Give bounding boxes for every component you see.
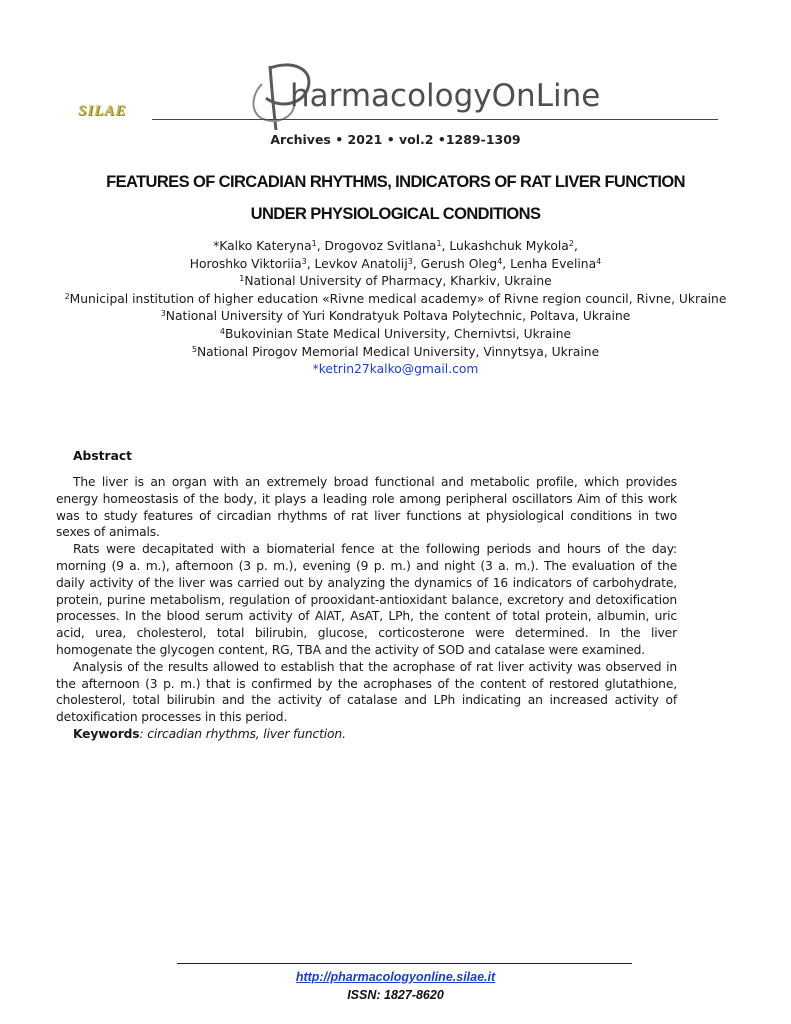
issn: ISSN: 1827-8620 (347, 988, 444, 1002)
author-line (60, 238, 731, 256)
affiliation: $^5$National Pirogov Memorial Medical University, Vinnytsya, Ukraine (191, 344, 600, 359)
affiliation: $^2$Municipal institution of higher education «Rivne medical academy» of Rivne region council, Rivne, Ukraine (64, 291, 727, 306)
author-name-text: , Levkov Anatolij (306, 256, 408, 271)
silae-logo: SILAE (78, 103, 127, 119)
author-name-text: , Lenha Evelina (502, 256, 597, 271)
abstract-paragraph: Rats were decapitated with a biomaterial fence at the following periods and hours of the day: morning (9 a. m.), afternoon (3 p. m.), evening (9 p. m.) and night (3 a. m.). The evaluation of the daily activity of the liver was carried out by analyzing the dynamics of 16 indicators of carbohydrate, protein, purine metabolism, regulation of prooxidant-antioxidant balance, excretory and detoxification processes. In the blood serum activity of AlAT, AsAT, LPh, the content of total protein, albumin, uric acid, urea, cholesterol, total bilirubin, glucose, corticosterone were determined. In the liver homogenate the glycogen content, RG, TBA and the activity of SOD and catalase were examined. (56, 542, 677, 657)
article-title-line-2: UNDER PHYSIOLOGICAL CONDITIONS (250, 205, 541, 223)
affiliation: $^1$National University of Pharmacy, Kharkiv, Ukraine (239, 274, 552, 289)
abstract-paragraph: The liver is an organ with an extremely broad functional and metabolic profile, which provides energy homeostasis of the body, it plays a leading role among peripheral oscillators Aim of this work was to study features of circadian rhythms of rat liver functions at physiological conditions in two sexes of animals. (56, 475, 677, 540)
keywords (56, 726, 677, 743)
journal-header (0, 0, 791, 160)
article-title-line-1: FEATURES OF CIRCADIAN RHYTHMS, INDICATORS OF RAT LIVER FUNCTION (106, 173, 685, 191)
author-name-text: *Kalko Kateryna (213, 239, 312, 253)
author-name-text: Horoshko Viktoriia (189, 256, 302, 271)
abstract-heading: Abstract (73, 449, 133, 463)
corresponding-email[interactable]: *ketrin27kalko@gmail.com (312, 362, 479, 377)
journal-name: harmacologyOnLine (290, 78, 601, 114)
header-divider (152, 119, 718, 120)
abstract-paragraph: Analysis of the results allowed to establish that the acrophase of rat liver activity was observed in the afternoon (3 p. m.) that is confirmed by the acrophases of the content of restored glutathione, cholesterol, total bilirubin and the activity of catalase and LPh indicating an increased activity of detoxification processes in this period. (56, 659, 677, 725)
keywords-label: Keywords (73, 726, 140, 741)
author-affiliation-marker: 3 (407, 256, 413, 266)
author-name-text: , (573, 239, 578, 253)
author-affiliation-marker: 2 (568, 239, 574, 248)
author-affiliation-marker: 1 (436, 239, 442, 248)
author-affiliation-marker: 4 (596, 256, 602, 266)
keywords-text: : circadian rhythms, liver function. (139, 726, 346, 741)
author-name-text: , Gerush Oleg (412, 256, 498, 271)
author-block (60, 238, 731, 379)
author-affiliation-marker: 4 (497, 256, 503, 266)
author-name-text: , Lukashchuk Mykola (441, 239, 569, 253)
affiliation: $^3$National University of Yuri Kondratyuk Poltava Polytechnic, Poltava, Ukraine (160, 309, 631, 324)
author-affiliation-marker: 1 (311, 239, 317, 248)
abstract-body (56, 474, 677, 743)
footer-divider (177, 963, 632, 964)
affiliation: $^4$Bukovinian State Medical University, Chernivtsi, Ukraine (219, 326, 572, 341)
author-line (60, 256, 731, 274)
journal-url-link[interactable]: http://pharmacologyonline.silae.it (295, 970, 496, 984)
author-affiliation-marker: 3 (301, 256, 307, 266)
archive-citation: Archives • 2021 • vol.2 •1289-1309 (270, 132, 521, 147)
author-name-text: , Drogovoz Svitlana (316, 239, 437, 253)
